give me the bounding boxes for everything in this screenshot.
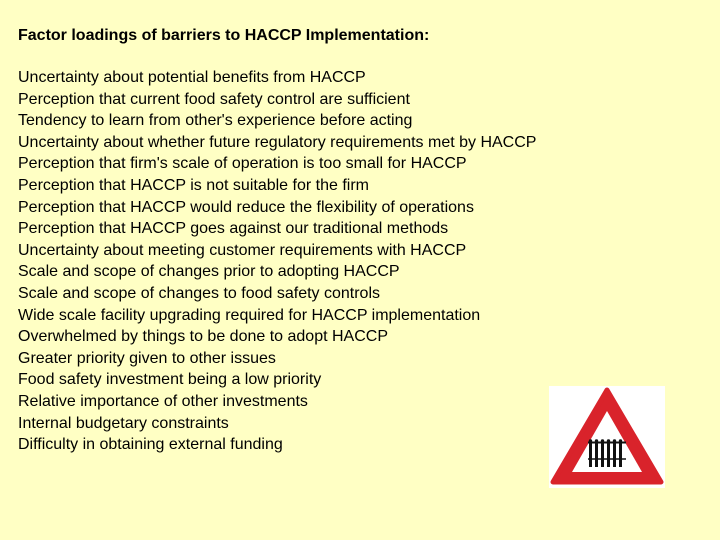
barrier-item: Overwhelmed by things to be done to adopt HACCP (18, 328, 388, 346)
barrier-item: Internal budgetary constraints (18, 414, 229, 432)
barrier-item: Perception that firm's scale of operation is too small for HACCP (18, 155, 467, 173)
barrier-item: Perception that HACCP would reduce the flexibility of operations (18, 198, 474, 216)
barrier-item: Food safety investment being a low priority (18, 371, 322, 389)
barrier-item: Perception that HACCP goes against our traditional methods (18, 220, 449, 238)
slide-title: Factor loadings of barriers to HACCP Implementation: (18, 27, 430, 44)
barrier-item: Uncertainty about potential benefits from HACCP (18, 69, 366, 86)
barrier-item: Scale and scope of changes to food safety controls (18, 284, 381, 302)
barrier-list (18, 67, 536, 456)
barrier-item: Uncertainty about meeting customer requirements with HACCP (18, 241, 467, 259)
barrier-item: Scale and scope of changes prior to adopting HACCP (18, 263, 400, 281)
gated-level-crossing-warning-sign-icon (549, 386, 665, 488)
level-crossing-warning-sign (549, 386, 665, 488)
barrier-item: Difficulty in obtaining external funding (18, 436, 283, 454)
barrier-item: Greater priority given to other issues (18, 349, 276, 367)
barrier-item: Tendency to learn from other's experience before acting (18, 112, 413, 130)
barrier-item: Relative importance of other investments (18, 392, 308, 410)
barrier-item: Uncertainty about whether future regulatory requirements met by HACCP (18, 133, 537, 151)
barrier-item: Perception that current food safety control are sufficient (18, 90, 410, 108)
barrier-item: Wide scale facility upgrading required for HACCP implementation (18, 306, 481, 324)
barrier-item: Perception that HACCP is not suitable for the firm (18, 176, 369, 194)
